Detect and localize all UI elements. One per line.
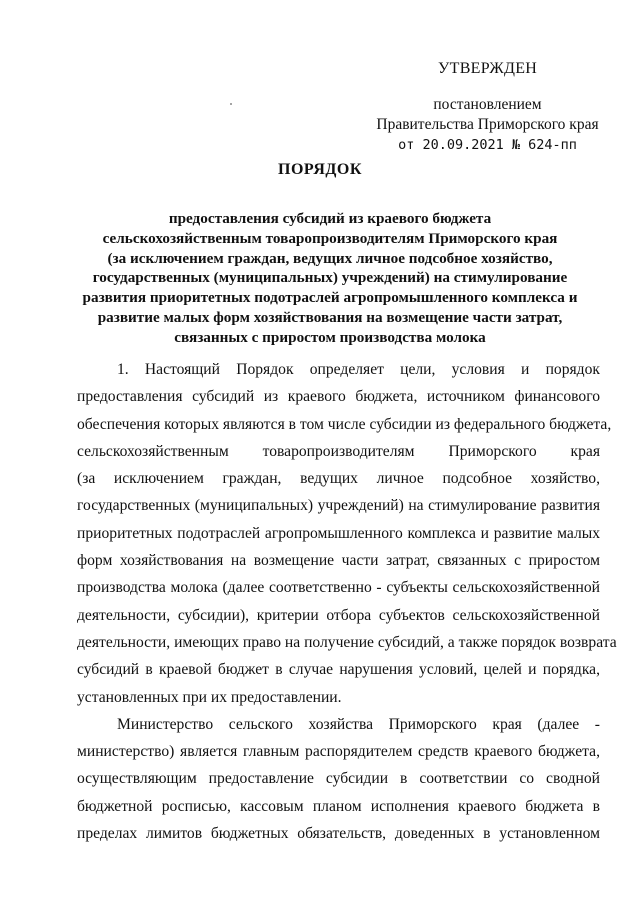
subtitle-line: развитие малых форм хозяйствования на возмещение части затрат, <box>97 308 563 326</box>
body-line: 1. Настоящий Порядок определяет цели, условия и порядок <box>117 361 600 378</box>
approved-stamp: УТВЕРЖДЕН <box>438 60 538 77</box>
body-line: (за исключением граждан, ведущих личное подсобное хозяйство, <box>77 470 600 488</box>
body-line: субсидий в краевой бюджет в случае нарушения условий, целей и порядка, <box>77 661 600 679</box>
body-line: обеспечения которых являются в том числе субсидии из федерального бюджета, <box>77 415 612 433</box>
body-line: пределах лимитов бюджетных обязательств, доведенных в установленном <box>77 825 600 843</box>
subtitle-line: развития приоритетных подотраслей агропромышленного комплекса и <box>82 289 578 307</box>
resolution-date-line: от 20.09.2021 № 624-пп <box>398 137 577 153</box>
subtitle-line: государственных (муниципальных) учреждений) на стимулирование <box>92 269 568 287</box>
body-line: государственных (муниципальных) учреждений) на стимулирование развития <box>77 497 600 515</box>
body-line: деятельности, имеющих право на получение субсидий, а также порядок возврата <box>77 633 617 651</box>
subtitle-line: связанных с приростом производства молока <box>174 328 486 346</box>
body-line: сельскохозяйственным товаропроизводителям Приморского края <box>77 442 600 460</box>
document-body <box>77 356 617 847</box>
document-subtitle <box>60 209 600 348</box>
body-line: деятельности, субсидии), критерии отбора субъектов сельскохозяйственной <box>77 606 600 624</box>
body-line: предоставления субсидий из краевого бюджета, источником финансового <box>77 388 600 406</box>
body-line: Министерство сельского хозяйства Приморского края (далее - <box>117 715 600 733</box>
body-line: установленных при их предоставлении. <box>77 688 342 706</box>
subtitle-line: (за исключением граждан, ведущих личное подсобное хозяйство, <box>107 249 553 267</box>
body-line: бюджетной росписью, кассовым планом исполнения краевого бюджета в <box>77 797 600 815</box>
subtitle-line: предоставления субсидий из краевого бюджета <box>168 210 492 227</box>
subtitle-line: сельскохозяйственным товаропроизводителям Приморского края <box>102 229 558 247</box>
scan-speck <box>230 103 232 105</box>
body-line: приоритетных подотраслей агропромышленного комплекса и развитие малых <box>77 524 600 542</box>
resolution-line-2: Правительства Приморского края <box>376 116 599 133</box>
resolution-line-1: постановлением <box>433 96 542 113</box>
body-line: производства молока (далее соответственно - субъекты сельскохозяйственной <box>77 579 600 597</box>
body-line: осуществляющим предоставление субсидии в соответствии со сводной <box>77 770 600 788</box>
resolution-reference <box>370 95 605 155</box>
body-line: форм хозяйствования на возмещение части затрат, связанных с приростом <box>77 552 600 570</box>
body-line: министерство) является главным распорядителем средств краевого бюджета, <box>77 743 600 761</box>
document-title: ПОРЯДОК <box>278 161 362 178</box>
